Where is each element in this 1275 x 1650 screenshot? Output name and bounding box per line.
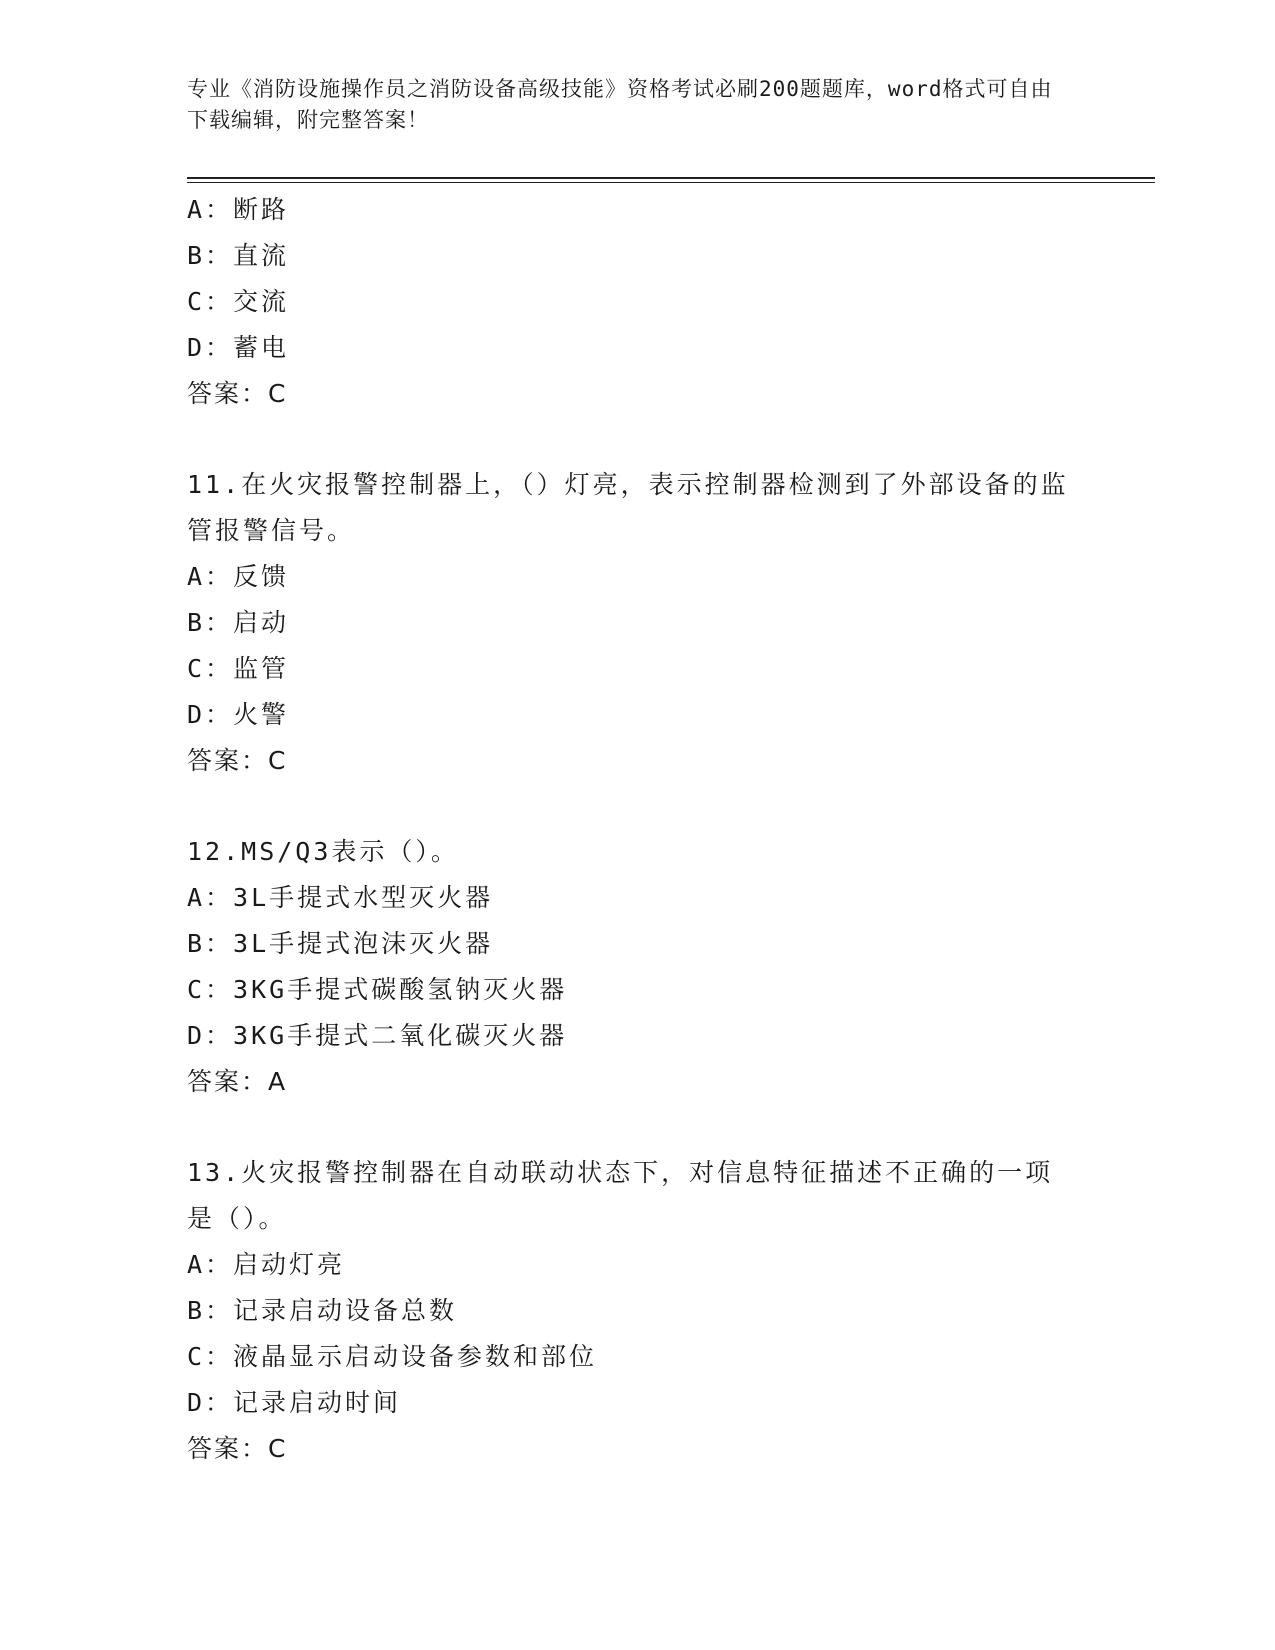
question-12 [187,829,1087,1105]
question-11 [187,462,1087,784]
answer-line: 答案：A [187,1067,288,1096]
option-b: B：3L手提式泡沫灭火器 [187,929,494,958]
document-header: 专业《消防设施操作员之消防设备高级技能》资格考试必刷200题题库，word格式可自由下载编辑，附完整答案！ [187,77,1053,132]
question-stem: 13.火灾报警控制器在自动联动状态下，对信息特征描述不正确的一项是（）。 [187,1158,1054,1233]
option-c: C：液晶显示启动设备参数和部位 [187,1342,598,1371]
question-stem: 12.MS/Q3表示（）。 [187,837,459,866]
option-d: D：火警 [187,700,290,729]
question-list [187,187,1087,1472]
option-b: B：启动 [187,608,290,637]
option-d: D：记录启动时间 [187,1388,402,1417]
question-fragment [187,187,1087,417]
answer-line: 答案：C [187,746,288,775]
answer-line: 答案：C [187,1434,288,1463]
option-a: A：3L手提式水型灭火器 [187,883,494,912]
question-stem: 11.在火灾报警控制器上，（）灯亮，表示控制器检测到了外部设备的监管报警信号。 [187,470,1069,545]
option-c: C：交流 [187,287,290,316]
option-a: A：启动灯亮 [187,1250,346,1279]
question-13 [187,1150,1087,1472]
option-b: B：直流 [187,241,290,270]
header-divider [187,177,1155,183]
option-d: D：蓄电 [187,333,290,362]
option-a: A：断路 [187,195,290,224]
option-d: D：3KG手提式二氧化碳灭火器 [187,1021,568,1050]
option-a: A：反馈 [187,562,290,591]
answer-line: 答案：C [187,379,288,408]
option-c: C：监管 [187,654,290,683]
option-b: B：记录启动设备总数 [187,1296,458,1325]
option-c: C：3KG手提式碳酸氢钠灭火器 [187,975,568,1004]
